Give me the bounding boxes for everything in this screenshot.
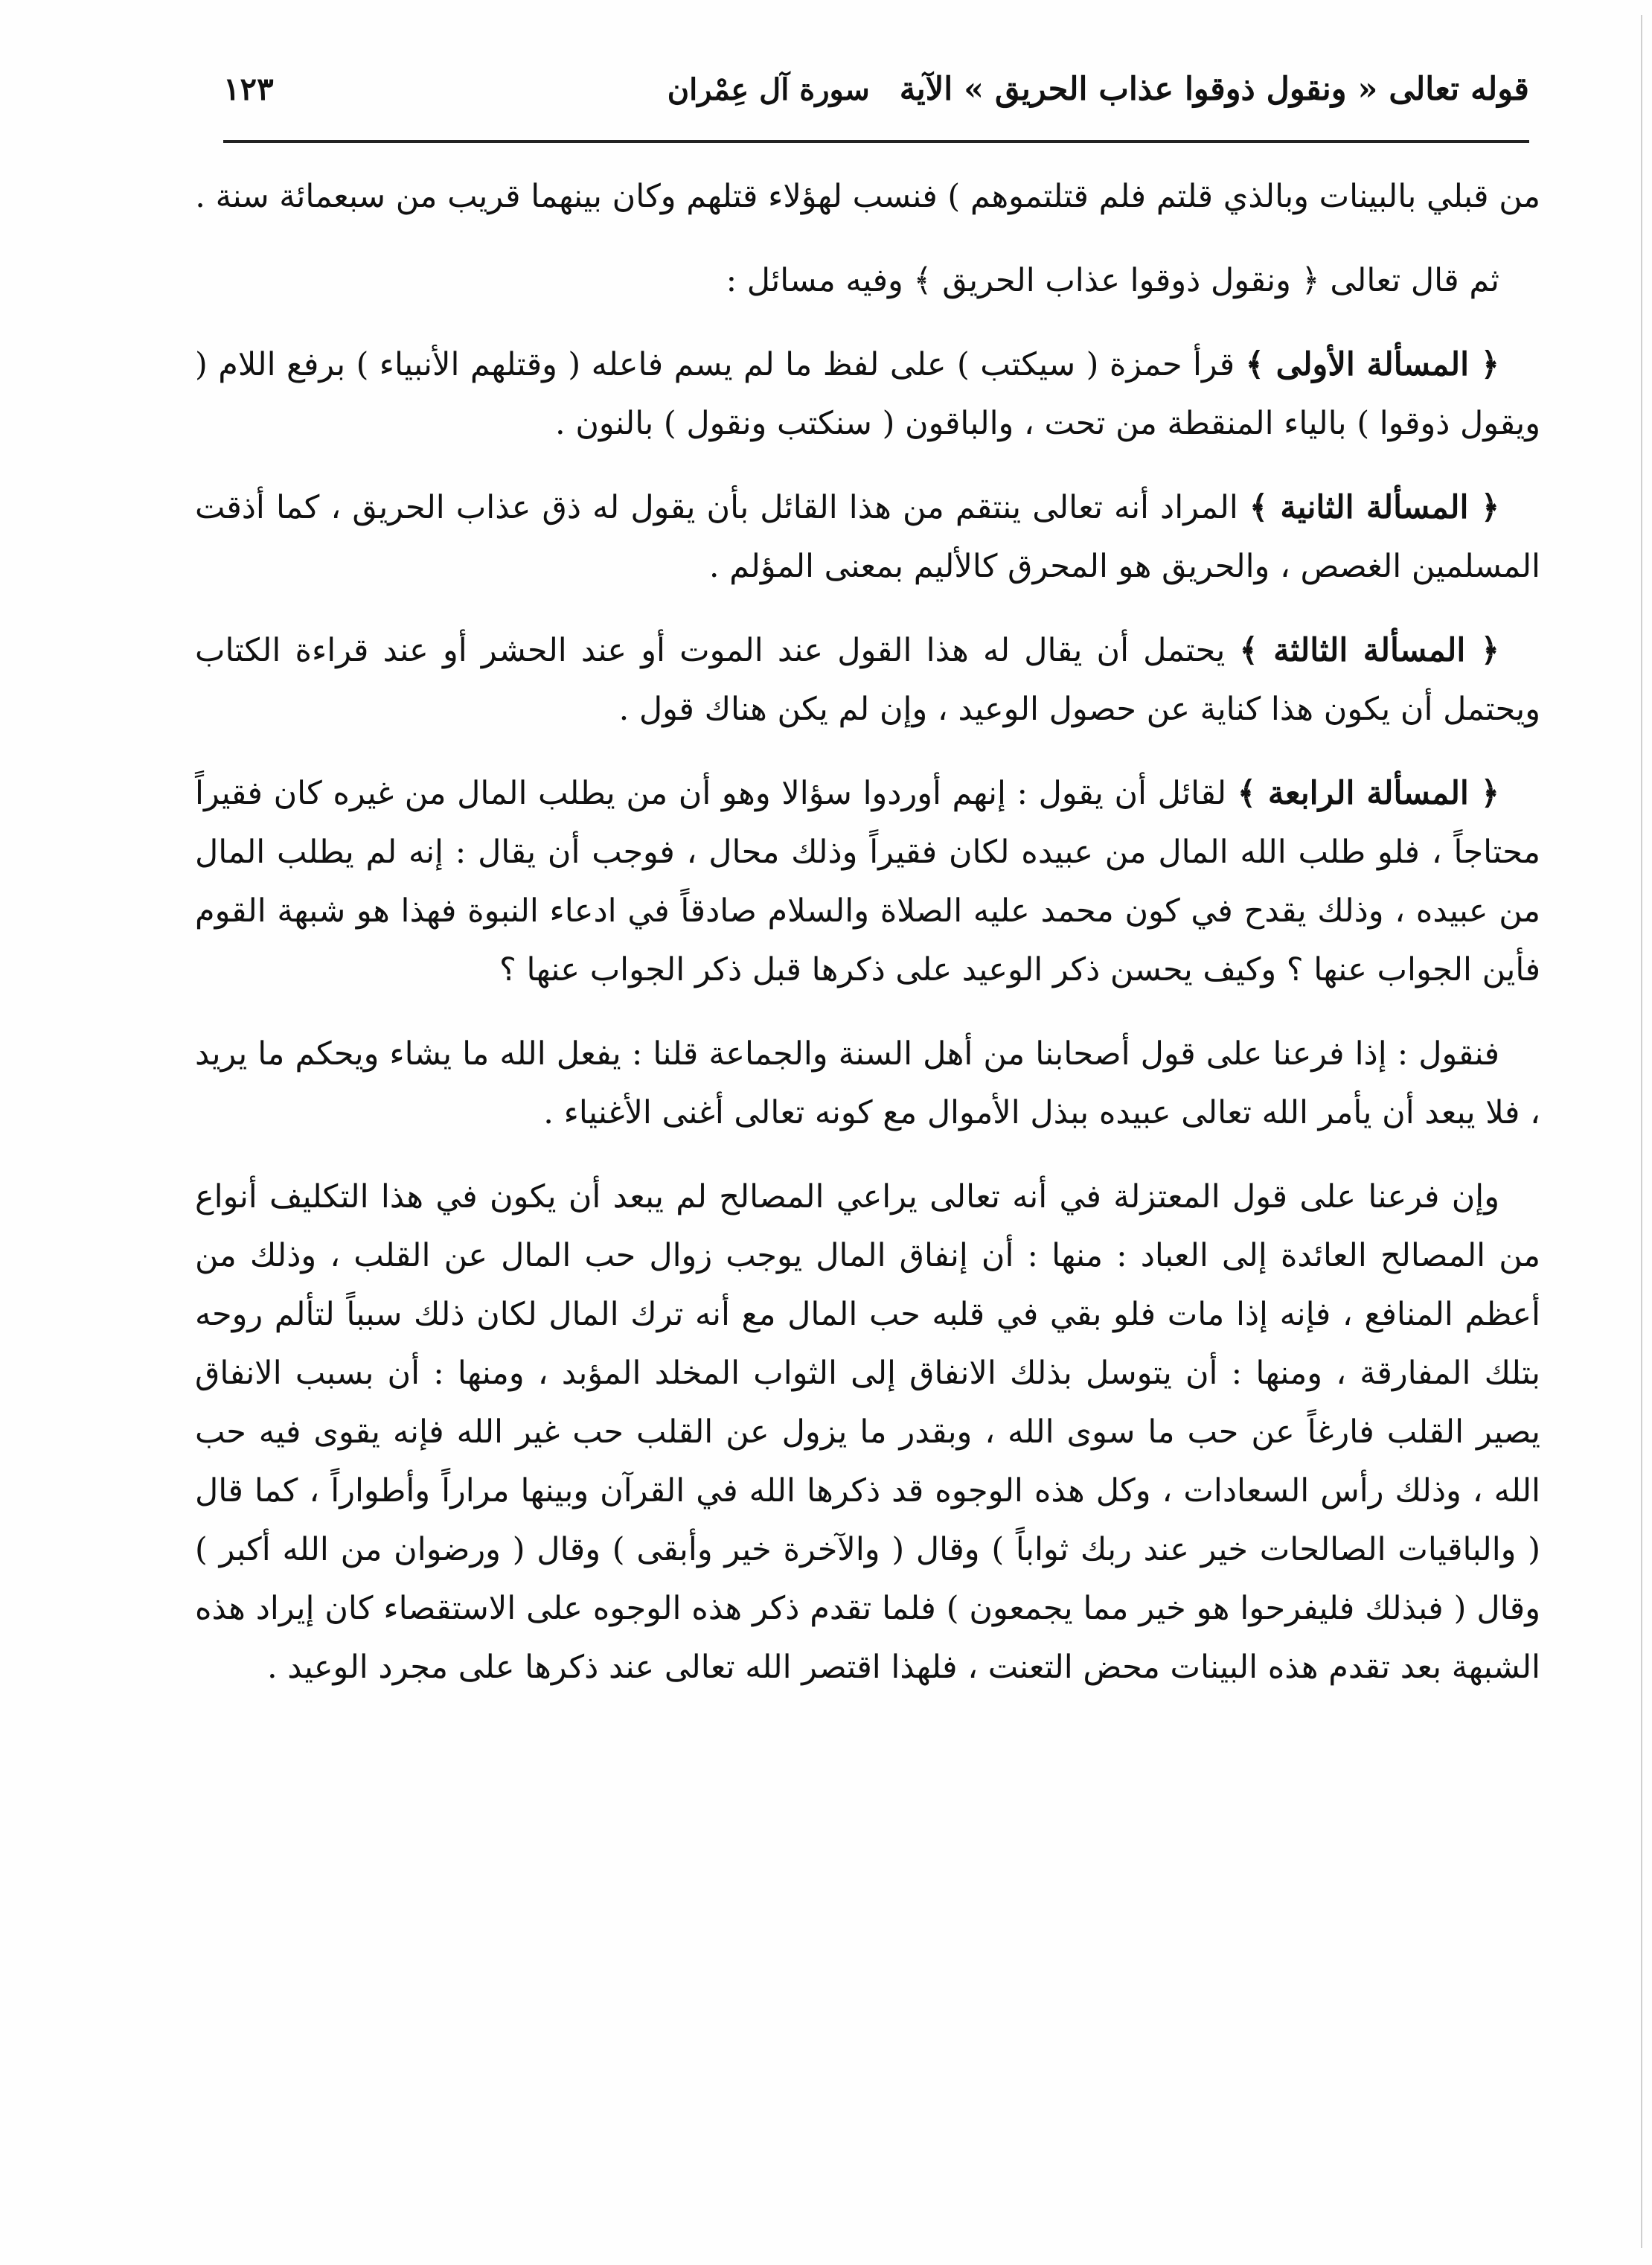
paragraph bbox=[195, 167, 1540, 226]
paragraph bbox=[195, 764, 1540, 1000]
paragraph-text: قرأ حمزة ( سيكتب ) على لفظ ما لم يسم فاعله ( وقتلهم الأنبياء ) برفع اللام ( ويقول ذوقوا ) بالياء المنقطة من تحت ، والباقون ( سنكتب ونقول ) بالنون . bbox=[195, 346, 1540, 442]
paragraph bbox=[195, 252, 1540, 310]
paragraph-text: ثم قال تعالى ﴿ ونقول ذوقوا عذاب الحريق ﴾ وفيه مسائل : bbox=[726, 262, 1499, 299]
issue-heading: ﴿ المسألة الرابعة ﴾ bbox=[1237, 775, 1500, 812]
paragraph bbox=[195, 1025, 1540, 1143]
issue-heading: ﴿ المسألة الأولى ﴾ bbox=[1245, 346, 1499, 383]
paragraph bbox=[195, 336, 1540, 453]
paragraph bbox=[195, 622, 1540, 739]
paragraph-text: يحتمل أن يقال له هذا القول عند الموت أو عند الحشر أو عند قراءة الكتاب ويحتمل أن يكون هذا كناية عن حصول الوعيد ، وإن لم يكن هناك قول . bbox=[195, 632, 1540, 728]
issue-heading: ﴿ المسألة الثانية ﴾ bbox=[1249, 489, 1500, 526]
running-header bbox=[223, 71, 1529, 130]
header-title: قوله تعالى « ونقول ذوقوا عذاب الحريق » الآية bbox=[899, 71, 1529, 108]
page-number: ١٢٣ bbox=[223, 71, 274, 107]
paragraph-text: لقائل أن يقول : إنهم أوردوا سؤالا وهو أن من يطلب المال من غيره كان فقيراً محتاجاً ، فلو طلب الله المال من عبيده لكان فقيراً وذلك محال ، فوجب أن يقال : إنه لم يطلب المال من عبيده ، وذلك يقدح في كون محمد عليه الصلاة والسلام صادقاً في ادعاء النبوة فهذا هو شبهة القوم فأين الجواب عنها ؟ وكيف يحسن ذكر الوعيد على ذكرها قبل ذكر الجواب عنها ؟ bbox=[195, 775, 1540, 988]
paragraph-text: المراد أنه تعالى ينتقم من هذا القائل بأن يقول له ذق عذاب الحريق ، كما أذقت المسلمين الغصص ، والحريق هو المحرق كالأليم بمعنى المؤلم . bbox=[195, 489, 1540, 585]
header-rule bbox=[223, 140, 1529, 143]
header-surah-name: سورة آل عِمْران bbox=[667, 72, 870, 107]
paragraph-text: وإن فرعنا على قول المعتزلة في أنه تعالى يراعي المصالح لم يبعد أن يكون في هذا التكليف أنواع من المصالح العائدة إلى العباد : منها : أن إنفاق المال يوجب زوال حب المال عن القلب ، وذلك من أعظم المنافع ، فإنه إذا مات فلو بقي في قلبه حب المال مع أنه ترك المال لكان ذلك سبباً لتألم روحه بتلك المفارقة ، ومنها : أن يتوسل بذلك الانفاق إلى الثواب المخلد المؤبد ، ومنها : أن بسبب الانفاق يصير القلب فارغاً عن حب ما سوى الله ، وبقدر ما يزول عن القلب حب غير الله فإنه يقوى فيه حب الله ، وذلك رأس السعادات ، وكل هذه الوجوه قد ذكرها الله في القرآن وبينها مراراً وأطواراً ، كما قال ( والباقيات الصالحات خير عند ربك ثواباً ) وقال ( والآخرة خير وأبقى ) وقال ( ورضوان من الله أكبر ) وقال ( فبذلك فليفرحوا هو خير مما يجمعون ) فلما تقدم ذكر هذه الوجوه على الاستقصاء كان إيراد هذه الشبهة بعد تقدم هذه البينات محض التعنت ، فلهذا اقتصر الله تعالى عند ذكرها على مجرد الوعيد . bbox=[195, 1178, 1540, 1686]
paragraph bbox=[195, 1168, 1540, 1697]
paragraph bbox=[195, 479, 1540, 596]
paragraph-text: فنقول : إذا فرعنا على قول أصحابنا من أهل السنة والجماعة قلنا : يفعل الله ما يشاء ويحكم ما يريد ، فلا يبعد أن يأمر الله تعالى عبيده ببذل الأموال مع كونه تعالى أغنى الأغنياء . bbox=[195, 1035, 1540, 1131]
page-body bbox=[195, 167, 1540, 1722]
scan-edge-line bbox=[1641, 15, 1642, 2248]
issue-heading: ﴿ المسألة الثالثة ﴾ bbox=[1239, 632, 1499, 669]
paragraph-text: من قبلي بالبينات وبالذي قلتم فلم قتلتموهم ) فنسب لهؤلاء قتلهم وكان بينهما قريب من سبعمائة سنة . bbox=[195, 178, 1540, 215]
